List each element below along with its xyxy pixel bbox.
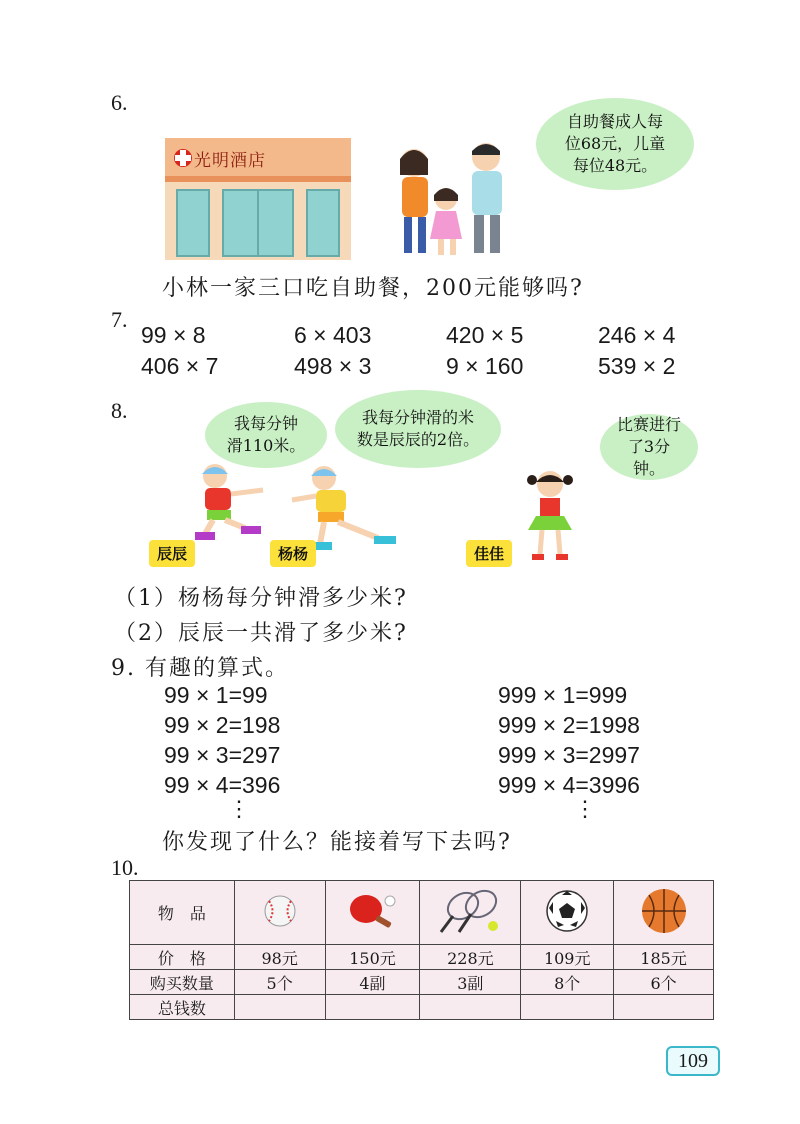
item-cell: [420, 881, 521, 945]
quantity-cell: 4副: [325, 970, 420, 995]
bubble-line: 滑110米。: [226, 436, 306, 455]
item-cell: [234, 881, 325, 945]
bubble-line: 数是辰辰的2倍。: [356, 430, 480, 449]
bubble-line: 我每分钟滑的米: [361, 408, 474, 427]
table-row-price: [130, 945, 714, 970]
tennis-racket-icon: [435, 886, 505, 936]
family-illustration: [382, 135, 532, 260]
table-row-items: [130, 881, 714, 945]
q8-bubble-jiajia: [600, 414, 698, 480]
quantity-cell: 6个: [614, 970, 714, 995]
q9-right-equation: 999 × 2=1998: [498, 712, 640, 738]
table-row-quantity: [130, 970, 714, 995]
skater-chenchen-illustration: [185, 462, 275, 542]
q9-question: 你发现了什么？能接着写下去吗?: [162, 830, 512, 855]
item-cell: [521, 881, 614, 945]
basketball-icon: [639, 886, 689, 936]
total-cell: [521, 995, 614, 1020]
girl-jiajia-illustration: [518, 468, 582, 564]
price-table: [129, 880, 714, 1020]
q7-expression: 420 × 5: [446, 322, 524, 348]
total-cell: [234, 995, 325, 1020]
price-cell: 228元: [420, 945, 521, 970]
header-cell-item: 物 品: [130, 881, 235, 945]
bubble-line: 了3分钟。: [627, 437, 671, 478]
price-cell: 185元: [614, 945, 714, 970]
soccer-ball-icon: [544, 888, 590, 934]
row-label-price: 价 格: [130, 945, 235, 970]
bubble-line: 自助餐成人每: [566, 112, 663, 131]
page-number: 109: [666, 1046, 720, 1076]
q7-expression: 6 × 403: [294, 322, 372, 348]
price-cell: 98元: [234, 945, 325, 970]
bubble-line: 比赛进行: [616, 415, 681, 434]
q9-left-equation: 99 × 4=396: [164, 772, 281, 798]
q7-expression: 406 × 7: [141, 353, 219, 379]
item-cell: [325, 881, 420, 945]
q9-left-equation: 99 × 2=198: [164, 712, 281, 738]
quantity-cell: 3副: [420, 970, 521, 995]
price-cell: 109元: [521, 945, 614, 970]
q9-left-equation: 99 × 1=99: [164, 682, 268, 708]
name-tag-yangyang: 杨杨: [270, 540, 316, 567]
q8-bubble-yangyang: [335, 390, 501, 468]
price-cell: 150元: [325, 945, 420, 970]
quantity-cell: 8个: [521, 970, 614, 995]
q9-title: 9. 有趣的算式。: [111, 656, 289, 681]
row-label-quantity: 购买数量: [130, 970, 235, 995]
total-cell: [614, 995, 714, 1020]
q9-left-equation: 99 × 3=297: [164, 742, 281, 768]
bubble-line: 我每分钟: [233, 414, 298, 433]
row-label-total: 总钱数: [130, 995, 235, 1020]
q8-bubble-chenchen: [205, 402, 327, 468]
q9-left-ellipsis: ⋮: [228, 796, 250, 821]
bubble-line: 每位48元。: [572, 156, 658, 175]
restaurant-sign: 光明酒店: [194, 151, 266, 171]
q7-expression: 99 × 8: [141, 322, 206, 348]
table-row-total: [130, 995, 714, 1020]
q9-right-equation: 999 × 1=999: [498, 682, 628, 708]
q10-number: 10.: [111, 855, 139, 880]
q6-question: 小林一家三口吃自助餐，200元能够吗?: [162, 276, 584, 301]
q6-speech-bubble: [536, 98, 694, 190]
name-tag-chenchen: 辰辰: [149, 540, 195, 567]
q7-expression: 498 × 3: [294, 353, 372, 379]
q8-sub-question-2: （2）辰辰一共滑了多少米?: [114, 621, 408, 646]
bubble-line: 位68元，儿童: [564, 134, 666, 153]
q6-number: 6.: [111, 90, 128, 115]
q9-right-ellipsis: ⋮: [574, 796, 596, 821]
ping-pong-paddle-icon: [344, 889, 400, 933]
q7-expression: 246 × 4: [598, 322, 676, 348]
q7-expression: 539 × 2: [598, 353, 676, 379]
q7-number: 7.: [111, 307, 128, 332]
total-cell: [420, 995, 521, 1020]
total-cell: [325, 995, 420, 1020]
q8-sub-question-1: （1）杨杨每分钟滑多少米?: [114, 586, 408, 611]
baseball-icon: [260, 891, 300, 931]
q7-expression: 9 × 160: [446, 353, 524, 379]
item-cell: [614, 881, 714, 945]
q9-right-equation: 999 × 4=3996: [498, 772, 640, 798]
name-tag-jiajia: 佳佳: [466, 540, 512, 567]
q8-number: 8.: [111, 398, 128, 423]
q9-right-equation: 999 × 3=2997: [498, 742, 640, 768]
quantity-cell: 5个: [234, 970, 325, 995]
